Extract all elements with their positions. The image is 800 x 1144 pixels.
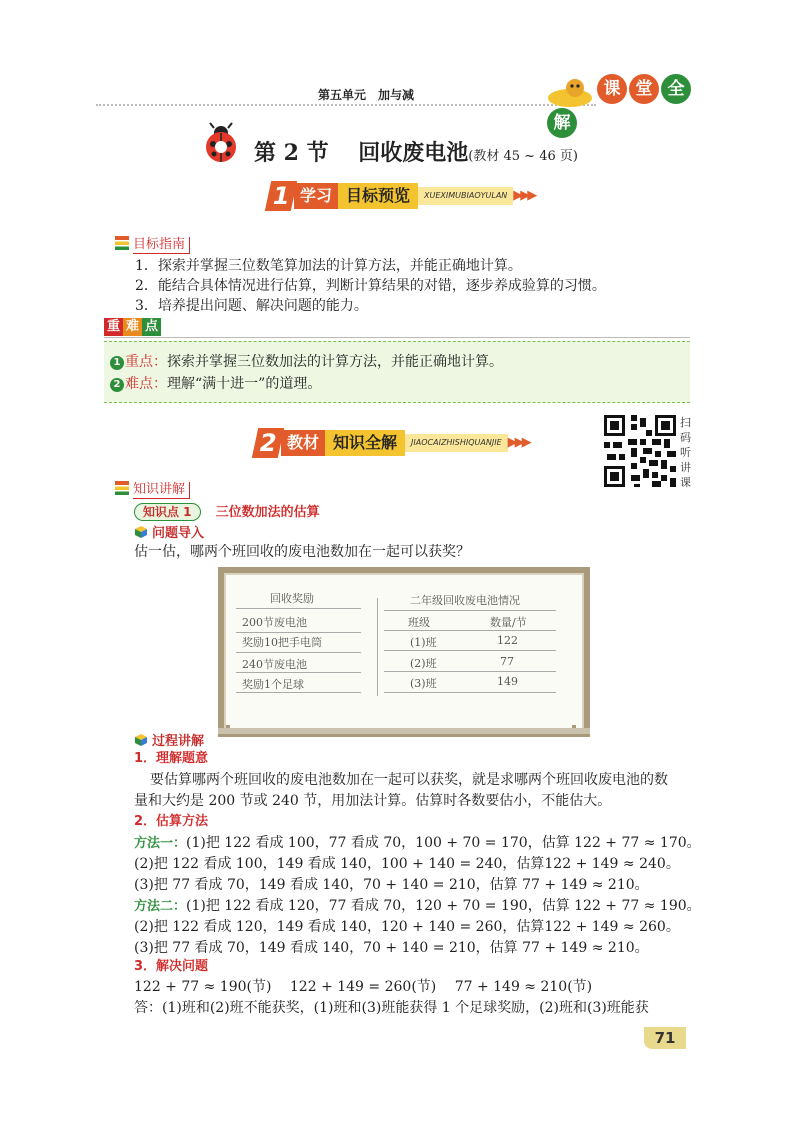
cell-class: (3)班 — [410, 677, 437, 690]
banner-number: 1 — [265, 181, 297, 211]
brand-logo — [545, 74, 717, 133]
reward-title: 回收奖励 — [270, 592, 314, 605]
page-number: 71 — [644, 1027, 686, 1049]
process-heading — [134, 730, 204, 749]
key-label: 重点： — [125, 354, 167, 370]
number-badge: 1 — [110, 356, 124, 370]
reward-item: 240节废电池 — [242, 658, 307, 671]
running-header: 第五单元 加与减 — [318, 88, 415, 102]
banner-number: 2 — [252, 428, 284, 458]
board-divider — [377, 598, 378, 696]
arrows-icon: ▶▶▶ — [513, 188, 535, 203]
cell-amount: 77 — [500, 655, 514, 668]
method-1-text: (1)把 122 看成 100，77 看成 70，100 + 70 = 170，估算 122 + 77 ≈ 170。 — [186, 835, 701, 851]
cell-class: (1)班 — [410, 636, 437, 649]
method-1-label: 方法一： — [134, 836, 187, 851]
section-title-text: 第 2 节 回收废电池 — [254, 140, 469, 166]
stripe-icon — [115, 481, 129, 495]
step-1-line: 量和大约是 200 节或 240 节，用加法计算。估算时各数要估小，不能估大。 — [134, 793, 612, 809]
method-2-label: 方法二： — [134, 899, 187, 914]
table-rule — [384, 630, 556, 631]
table-rule — [384, 671, 556, 672]
step-1-line: 要估算哪两个班回收的废电池数加在一起可以获奖，就是求哪两个班回收废电池的数 — [150, 772, 668, 788]
keypoints-rule — [104, 337, 690, 338]
reward-rule — [236, 692, 361, 693]
hard-point — [110, 374, 321, 394]
step-2-title: 2．估算方法 — [134, 814, 209, 829]
banner-pinyin: XUEXIMUBIAOYULAN — [418, 187, 513, 205]
cell-amount: 149 — [497, 675, 518, 688]
cube-icon — [134, 733, 148, 747]
banner-textbook-knowledge — [255, 428, 529, 458]
knowledge-point-row — [134, 501, 320, 521]
qr-code-icon[interactable] — [604, 415, 676, 487]
hard-label: 难点： — [125, 376, 167, 392]
cube-icon — [134, 525, 148, 539]
banner-pinyin: JIAOCAIZHISHIQUANJIE — [405, 434, 508, 452]
class-table-title: 二年级回收废电池情况 — [410, 594, 520, 607]
banner-word-2: 知识全解 — [325, 430, 405, 456]
banner-word-2: 目标预览 — [338, 183, 418, 209]
keypoints-tag-1: 重 — [104, 318, 123, 336]
method-2-line: (2)把 122 看成 120，149 看成 140，120 + 140 = 260，估算122 + 149 ≈ 260。 — [134, 919, 680, 935]
method-1-line — [134, 833, 701, 854]
qr-label-char: 扫 — [680, 416, 691, 429]
ladybug-icon — [200, 122, 242, 164]
method-2-line — [134, 896, 701, 917]
step-3-line: 答：(1)班和(2)班不能获奖，(1)班和(3)班能获得 1 个足球奖励，(2)班和(3)班能获 — [134, 1000, 649, 1016]
intro-question: 估一估，哪两个班回收的废电池数加在一起可以获奖？ — [134, 544, 470, 560]
qr-label-char: 码 — [680, 431, 691, 444]
reward-rule — [236, 652, 361, 653]
process-label: 过程讲解 — [152, 734, 205, 749]
goal-item: 2．能结合具体情况进行估算，判断计算结果的对错，逐步养成验算的习惯。 — [135, 278, 606, 294]
hard-text: 理解“满十进一”的道理。 — [167, 376, 322, 392]
cell-class: (2)班 — [410, 657, 437, 670]
col-header-amount: 数量/节 — [490, 616, 527, 629]
col-header-class: 班级 — [408, 616, 430, 629]
keypoints-tag-3: 点 — [142, 318, 161, 336]
stripe-icon — [115, 236, 129, 250]
explain-heading-text: 知识讲解 — [133, 482, 190, 499]
keypoints-tag-2: 难 — [123, 318, 142, 336]
banner-learning-goals — [268, 181, 534, 211]
banner-word-1: 教材 — [281, 430, 325, 456]
board-base — [218, 728, 590, 734]
reward-item: 奖励1个足球 — [242, 678, 304, 691]
cell-amount: 122 — [497, 634, 518, 647]
method-2-text: (1)把 122 看成 120，77 看成 70，120 + 70 = 190，估算 122 + 77 ≈ 190。 — [186, 898, 701, 914]
goals-heading — [115, 233, 190, 253]
method-1-line: (2)把 122 看成 100，149 看成 140，100 + 140 = 240，估算122 + 149 ≈ 240。 — [134, 856, 680, 872]
brand-char-1: 课 — [597, 74, 627, 104]
reward-rule — [236, 632, 361, 633]
step-1-title: 1．理解题意 — [134, 751, 209, 766]
qr-label-char: 讲 — [680, 461, 691, 474]
bee-mascot-icon — [545, 74, 595, 108]
reward-item: 200节废电池 — [242, 616, 307, 629]
method-2-line: (3)把 77 看成 70，149 看成 140，70 + 140 = 210，估算 77 + 149 ≈ 210。 — [134, 940, 649, 956]
method-1-line: (3)把 77 看成 70，149 看成 140，70 + 140 = 210，估算 77 + 149 ≈ 210。 — [134, 877, 649, 893]
brand-char-3: 全 — [661, 74, 691, 104]
goals-heading-text: 目标指南 — [133, 237, 190, 254]
key-point — [110, 352, 503, 372]
table-rule — [384, 650, 556, 651]
reward-rule — [236, 608, 361, 609]
qr-label-char: 课 — [680, 476, 691, 489]
intro-label: 问题导入 — [152, 526, 205, 541]
reward-item: 奖励10把手电筒 — [242, 636, 322, 649]
qr-label-char: 听 — [680, 446, 691, 459]
header-divider — [96, 104, 596, 106]
section-title — [254, 136, 578, 167]
banner-word-1: 学习 — [294, 183, 338, 209]
explain-heading — [115, 478, 190, 498]
goal-item: 1．探索并掌握三位数笔算加法的计算方法，并能正确地计算。 — [135, 258, 522, 274]
number-badge: 2 — [110, 378, 124, 392]
qr-label — [680, 415, 694, 490]
step-3-title: 3．解决问题 — [134, 959, 209, 974]
knowledge-point-title: 三位数加法的估算 — [215, 505, 320, 520]
goal-item: 3．培养提出问题、解决问题的能力。 — [135, 298, 368, 314]
keypoints-heading — [104, 318, 161, 338]
key-text: 探索并掌握三位数加法的计算方法，并能正确地计算。 — [167, 354, 503, 370]
knowledge-point-chip: 知识点 1 — [134, 503, 201, 521]
step-3-line: 122 + 77 ≈ 190(节) 122 + 149 = 260(节) 77 + 149 ≈ 210(节) — [134, 979, 593, 995]
reward-rule — [236, 672, 361, 673]
brand-char-2: 堂 — [629, 74, 659, 104]
section-subtitle: (教材 45 ~ 46 页) — [468, 149, 578, 164]
table-rule — [384, 610, 556, 611]
brand-char-4: 解 — [547, 108, 577, 138]
intro-heading — [134, 522, 204, 541]
arrows-icon: ▶▶▶ — [507, 435, 529, 450]
table-rule — [384, 692, 556, 693]
